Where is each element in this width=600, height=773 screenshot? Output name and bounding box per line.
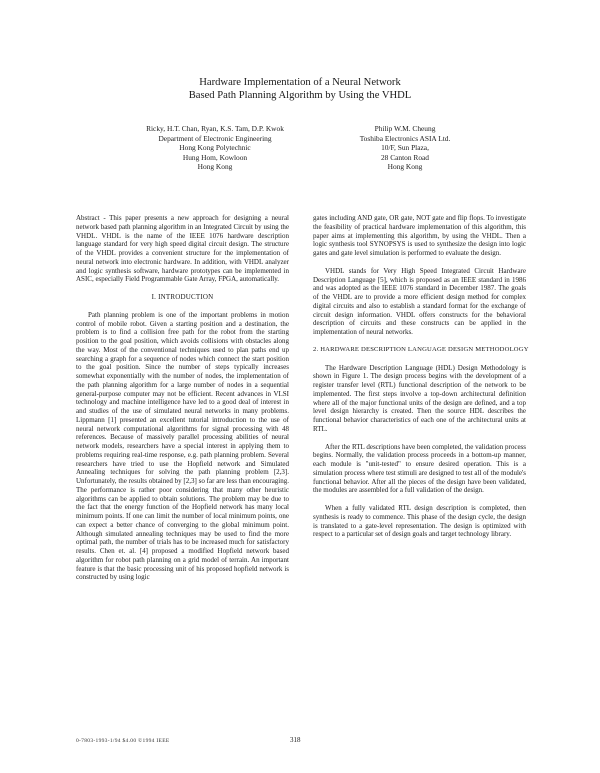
author-country-left: Hong Kong: [197, 162, 233, 172]
page-number: 318: [290, 736, 301, 744]
author-org-left: Hong Kong Polytechnic: [179, 143, 251, 153]
section-2-heading: 2. HARDWARE DESCRIPTION LANGUAGE DESIGN METHODOLOGY: [313, 345, 529, 353]
author-addr1-right: 10/F, Sun Plaza,: [381, 143, 429, 153]
author-city-left: Hung Hom, Kowloon: [182, 152, 248, 162]
author-block-right: [320, 124, 490, 172]
intro-continuation: gates including AND gate, OR gate, NOT gate and flip flops. To investigate the feasibility of practical hardware implementation of this algorithm, this paper aims at implementing this algorithm, by using the VHDL. Then a logic synthesis tool SYNOPSYS is used to synthesize the design into logic gates and gate level simulation is performed to evaluate the design.: [313, 214, 526, 257]
section-2-paragraph-1: The Hardware Description Language (HDL) Design Methodology is shown in Figure 1. The design process begins with the development of a register transfer level (RTL) functional description of the network to be implemented. The first steps involve a top-down architectural definition where all of the major functional units of the design are defined, and a top level design hierarchy is created. Then the source HDL describes the functional behavior characteristics of each one of the architectural units at RTL.: [313, 363, 526, 433]
section-2-paragraph-2: After the RTL descriptions have been completed, the validation process begins. Normally, the validation process proceeds in a bottom-up manner, each module is "unit-tested" to ensure desired operation. This is a simulation process where test stimuli are designed to test all of the module's functional behavior. After all the pieces of the design have been validated, the modules are assembled for a full validation of the design.: [313, 442, 526, 495]
author-names-left: Ricky, H.T. Chan, Ryan, K.S. Tam, D.P. Kwok: [146, 124, 284, 133]
author-addr2-right: 28 Canton Road: [380, 152, 430, 162]
author-country-right: Hong Kong: [387, 162, 423, 172]
intro-paragraph: Path planning problem is one of the important problems in motion control of mobile robot. Given a starting position and a destination, the problem is to find a collision free path for the robot from the starting position to the goal position, which avoids collisions with obstacles along the way. Most of the conventional techniques used to plan paths end up searching a graph for a sequence of nodes which connect the start position to the goal position. Since the number of steps typically increases somewhat exponentially with the number of nodes, the implementation of the path planning algorithm for a large number of nodes in a sequential general-purpose computer may not be efficient. Recent advances in VLSI technology and machine intelligence have led to a good deal of interest in and studies of the use of simulated neural networks in many problems. Lippmann [1] presented an excellent tutorial introduction to the use of neural network computational algorithms for signal processing with 48 references. Because of massively parallel processing abilities of neural network models, researchers have a special interest in applying them to problems requiring real-time response, e.g. path planning problem. Several researchers have tried to use the Hopfield network and Simulated Annealing techniques for solving the path planning problem [2,3]. Unfortunately, the results obtained by [2,3] so far are less than encouraging. The performance is rather poor considering that many other heuristic algorithms can be applied to obtain solutions. The problem may be due to the fact that the energy function of the Hopfield network has many local minimum points. If one can limit the number of local minimum points, one can expect a better chance of converging to the global minimum point. Although simulated annealing techniques may be used to find the more optimal path, the number of trials has to be increased much for satisfactory results. Chen et. al. [4] proposed a modified Hopfield network based algorithm for robot path planning on a grid model of terrain. An important feature is that the basic processing unit of his proposed hopfield network is constructed by using logic: [76, 310, 289, 582]
paper-title: [0, 76, 600, 102]
left-column: [76, 214, 289, 582]
author-dept-left: Department of Electronic Engineering: [158, 133, 272, 143]
author-org-right: Toshiba Electronics ASIA Ltd.: [359, 133, 451, 143]
right-column: [313, 214, 529, 539]
copyright-note: 0-7803-1993-1/94 $4.00 ©1994 IEEE: [76, 738, 170, 744]
title-line-2: Based Path Planning Algorithm by Using the VHDL: [188, 90, 412, 101]
author-block-left: [120, 124, 310, 172]
author-names-right: Philip W.M. Cheung: [374, 124, 436, 133]
intro-heading: I. INTRODUCTION: [151, 293, 214, 301]
vhdl-paragraph: VHDL stands for Very High Speed Integrated Circuit Hardware Description Language [5], which is proposed as an IEEE standard in 1986 and was adopted as the IEEE 1076 standard in December 1987. The goals of the VHDL are to provide a more efficient design method for complex digital circuits and also to establish a standard format for the exchange of circuit design information. VHDL offers constructs for the behavioral description of circuits and these constructs can be applied in the implementation of neural networks.: [313, 266, 526, 336]
abstract: Abstract - This paper presents a new approach for designing a neural network based path planning algorithm in an Integrated Circuit by using the VHDL. VHDL is the name of the IEEE 1076 hardware description language standard for very high speed digital circuit design. The structure of the VHDL provides a convenient structure for the implementation of neural network into electronic hardware. In addition, with VHDL analyzer and logic synthesis software, hardware prototypes can be implemented in ASIC, especially Field Programmable Gate Array, FPGA, automatically.: [76, 214, 289, 284]
section-2-paragraph-3: When a fully validated RTL design description is completed, then synthesis is ready to commence. This phase of the design cycle, the design is translated to a gate-level representation. The design is optimized with respect to a particular set of design goals and target technology library.: [313, 504, 526, 539]
title-line-1: Hardware Implementation of a Neural Network: [199, 77, 401, 88]
